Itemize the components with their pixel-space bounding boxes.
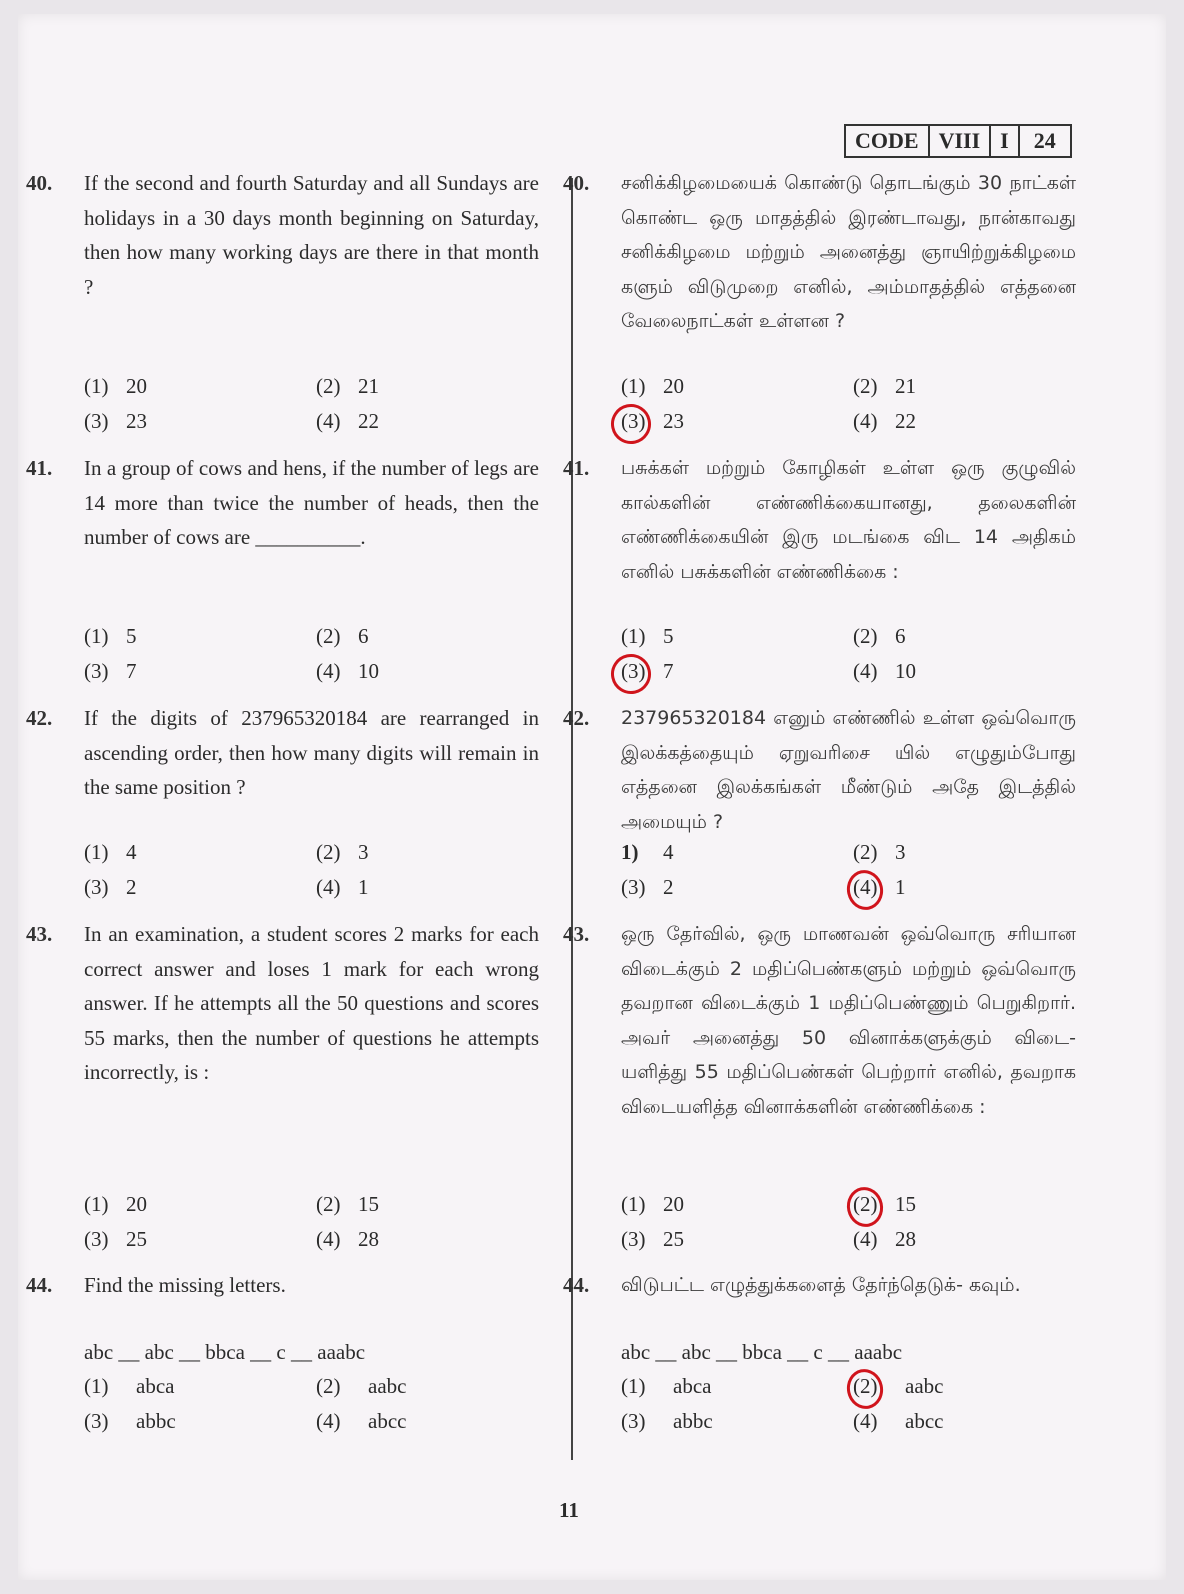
option-marked[interactable] <box>853 1192 916 1217</box>
option[interactable] <box>84 1409 176 1434</box>
question-text: If the second and fourth Saturday and all Sundays are holidays in a 30 days month beginning on Saturday, then how many working days are there in that month ? <box>84 171 539 299</box>
code-box <box>844 124 1072 158</box>
option-label: (1) <box>621 1374 646 1398</box>
option-label: (1) <box>84 374 109 398</box>
option-label: (4) <box>316 409 341 433</box>
question-number: 44. <box>26 1273 53 1297</box>
option-value: 1 <box>895 875 906 899</box>
option-label: (4) <box>316 659 341 683</box>
option-label: (3) <box>621 1409 646 1433</box>
answer-circle-mark <box>607 400 654 447</box>
option-value: 2 <box>663 875 674 899</box>
option[interactable] <box>84 840 137 865</box>
letter-sequence: abc __ abc __ bbca __ c __ aaabc <box>84 1340 366 1364</box>
option-value: 28 <box>895 1227 916 1251</box>
option-label: (3) <box>84 409 109 433</box>
answer-circle-mark <box>843 867 887 914</box>
option-label: (4) <box>853 659 878 683</box>
option[interactable] <box>316 1227 379 1252</box>
option-value: 25 <box>663 1227 684 1251</box>
option-label: (2) <box>853 624 878 648</box>
option-label: (2) <box>853 1374 895 1399</box>
question-number: 42. <box>26 706 53 730</box>
exam-page <box>18 14 1166 1580</box>
code-part-2: I <box>991 126 1020 156</box>
option-label: (4) <box>853 1409 878 1433</box>
option-label: (3) <box>84 659 109 683</box>
option-value: 10 <box>895 659 916 683</box>
option-value: 4 <box>126 840 137 864</box>
question-text: சனிக்கிழமையைக் கொண்டு தொடங்கும் 30 நாட்கள் கொண்ட ஒரு மாதத்தில் இரண்டாவது, நான்காவது சனிக்கிழமை மற்றும் அனைத்து ஞாயிற்றுக்கிழமை களும் விடுமுறை எனில், அம்மாதத்தில் எத்தனை வேலைநாட்கள் உள்ளன ? <box>621 172 1076 333</box>
answer-circle-mark <box>843 1366 887 1413</box>
option-label: (2) <box>853 840 878 864</box>
option[interactable] <box>84 659 137 684</box>
option-value: abbc <box>136 1409 176 1433</box>
option-label: (1) <box>621 1192 646 1216</box>
option-value: 5 <box>663 624 674 648</box>
question-text: பசுக்கள் மற்றும் கோழிகள் உள்ள ஒரு குழுவில் கால்களின் எண்ணிக்கையானது, தலைகளின் எண்ணிக்கையின் இரு மடங்கை விட 14 அதிகம் எனில் பசுக்களின் எண்ணிக்கை : <box>621 457 1076 583</box>
question-text: In an examination, a student scores 2 marks for each correct answer and loses 1 mark for each wrong answer. If he attempts all the 50 questions and scores 55 marks, then the number of questions he attempts incorrectly, is : <box>84 922 539 1085</box>
option[interactable] <box>84 1227 147 1252</box>
option[interactable] <box>853 659 916 684</box>
option-value: 21 <box>358 374 379 398</box>
option-label: (4) <box>853 409 878 433</box>
option-label: (1) <box>621 624 646 648</box>
option[interactable] <box>853 374 916 399</box>
option-value: abcc <box>905 1409 944 1433</box>
option-value: 22 <box>358 409 379 433</box>
option[interactable] <box>84 374 147 399</box>
code-part-1: VIII <box>930 126 992 156</box>
option[interactable] <box>316 875 369 900</box>
option[interactable] <box>316 659 379 684</box>
option-value: 15 <box>358 1192 379 1216</box>
question-text: விடுபட்ட எழுத்துக்களைத் தேர்ந்தெடுக்- கவும். <box>621 1274 1021 1296</box>
option[interactable] <box>84 1192 147 1217</box>
option[interactable] <box>84 875 137 900</box>
option-value: 20 <box>126 1192 147 1216</box>
option[interactable] <box>84 624 137 649</box>
option-label: (1) <box>621 374 646 398</box>
option[interactable] <box>621 624 674 649</box>
option-value: 3 <box>358 840 369 864</box>
code-label: CODE <box>846 126 930 156</box>
question-text: 237965320184 எனும் எண்ணில் உள்ள ஒவ்வொரு இலக்கத்தையும் ஏறுவரிசை யில் எழுதும்போது எத்தனை இலக்கங்கள் மீண்டும் அதே இடத்தில் அமையும் ? <box>621 707 1076 833</box>
option-marked[interactable] <box>853 1374 943 1399</box>
question-text: In a group of cows and hens, if the number of legs are 14 more than twice the number of heads, then the number of cows are __________. <box>84 456 539 550</box>
option[interactable] <box>621 1227 684 1252</box>
option[interactable] <box>853 1409 943 1434</box>
option-value: 25 <box>126 1227 147 1251</box>
option-value: 20 <box>126 374 147 398</box>
option-value: abbc <box>673 1409 713 1433</box>
option[interactable] <box>84 1374 174 1399</box>
option-label: 1) <box>621 840 639 864</box>
question-number: 41. <box>563 456 590 480</box>
option-value: 3 <box>895 840 906 864</box>
option-value: 5 <box>126 624 137 648</box>
option-label: (4) <box>853 875 895 900</box>
option-value: 4 <box>663 840 674 864</box>
option-value: 6 <box>358 624 369 648</box>
question-text: ஒரு தேர்வில், ஒரு மாணவன் ஒவ்வொரு சரியான விடைக்கும் 2 மதிப்பெண்களும் மற்றும் ஒவ்வொரு தவறான விடைக்கும் 1 மதிப்பெண்ணும் பெறுகிறார். அவர் அனைத்து 50 வினாக்களுக்கும் விடை- யளித்து 55 மதிப்பெண்கள் பெற்றார் எனில், தவறாக விடையளித்த வினாக்களின் எண்ணிக்கை : <box>621 923 1076 1118</box>
option-label: (1) <box>84 840 109 864</box>
option-value: 20 <box>663 1192 684 1216</box>
option[interactable] <box>621 1374 711 1399</box>
option-label: (4) <box>853 1227 878 1251</box>
option-label: (4) <box>316 1409 341 1433</box>
option[interactable] <box>621 1192 684 1217</box>
option-label: (3) <box>621 875 646 899</box>
option-label: (3) <box>84 875 109 899</box>
option[interactable] <box>316 840 369 865</box>
option-value: 20 <box>663 374 684 398</box>
option-value: 2 <box>126 875 137 899</box>
answer-circle-mark <box>607 650 654 697</box>
code-part-3: 24 <box>1033 128 1056 153</box>
option[interactable] <box>316 1192 379 1217</box>
option-label: (4) <box>316 1227 341 1251</box>
page-number: 11 <box>559 1498 579 1522</box>
option-value: aabc <box>905 1374 944 1398</box>
question-number: 42. <box>563 706 590 730</box>
question-text: Find the missing letters. <box>84 1273 286 1297</box>
question-number: 40. <box>563 171 590 195</box>
option[interactable] <box>853 624 906 649</box>
option-label: (2) <box>853 1192 895 1217</box>
question-number: 40. <box>26 171 53 195</box>
option-label: (3) <box>84 1409 109 1433</box>
option-value: aabc <box>368 1374 407 1398</box>
option[interactable] <box>853 1227 916 1252</box>
option-marked[interactable] <box>853 875 906 900</box>
option-label: (3) <box>621 659 663 684</box>
option[interactable] <box>84 409 147 434</box>
letter-sequence: abc __ abc __ bbca __ c __ aaabc <box>621 1340 903 1364</box>
option-label: (1) <box>84 1192 109 1216</box>
question-number: 43. <box>563 922 590 946</box>
option-label: (1) <box>84 624 109 648</box>
option-label: (2) <box>316 374 341 398</box>
answer-circle-mark <box>843 1184 887 1231</box>
option-value: abcc <box>368 1409 407 1433</box>
option-value: 7 <box>126 659 137 683</box>
option[interactable] <box>316 1409 406 1434</box>
question-number: 41. <box>26 456 53 480</box>
option-label: (2) <box>853 374 878 398</box>
option[interactable] <box>316 624 369 649</box>
option-value: 22 <box>895 409 916 433</box>
option-label: (3) <box>621 409 663 434</box>
option-value: 15 <box>895 1192 916 1216</box>
option-value: 7 <box>663 659 674 683</box>
question-number: 43. <box>26 922 53 946</box>
option-value: 23 <box>126 409 147 433</box>
option-value: 28 <box>358 1227 379 1251</box>
option-value: abca <box>673 1374 712 1398</box>
option-label: (2) <box>316 624 341 648</box>
question-number: 44. <box>563 1273 590 1297</box>
option-label: (3) <box>621 1227 646 1251</box>
option-value: 10 <box>358 659 379 683</box>
option[interactable] <box>621 875 674 900</box>
option-value: 23 <box>663 409 684 433</box>
option-label: (3) <box>84 1227 109 1251</box>
option-value: abca <box>136 1374 175 1398</box>
question-text: If the digits of 237965320184 are rearranged in ascending order, then how many digits will remain in the same position ? <box>84 706 539 800</box>
option-label: (2) <box>316 840 341 864</box>
option[interactable] <box>316 374 379 399</box>
option-value: 1 <box>358 875 369 899</box>
option[interactable] <box>853 840 906 865</box>
option-marked[interactable] <box>621 409 684 434</box>
option-label: (2) <box>316 1192 341 1216</box>
option-value: 6 <box>895 624 906 648</box>
option[interactable] <box>621 374 684 399</box>
option-marked[interactable] <box>621 659 674 684</box>
option-value: 21 <box>895 374 916 398</box>
option[interactable] <box>621 840 674 865</box>
option-label: (4) <box>316 875 341 899</box>
option[interactable] <box>621 1409 713 1434</box>
option-label: (2) <box>316 1374 341 1398</box>
option[interactable] <box>316 409 379 434</box>
option[interactable] <box>316 1374 406 1399</box>
option[interactable] <box>853 409 916 434</box>
option-label: (1) <box>84 1374 109 1398</box>
